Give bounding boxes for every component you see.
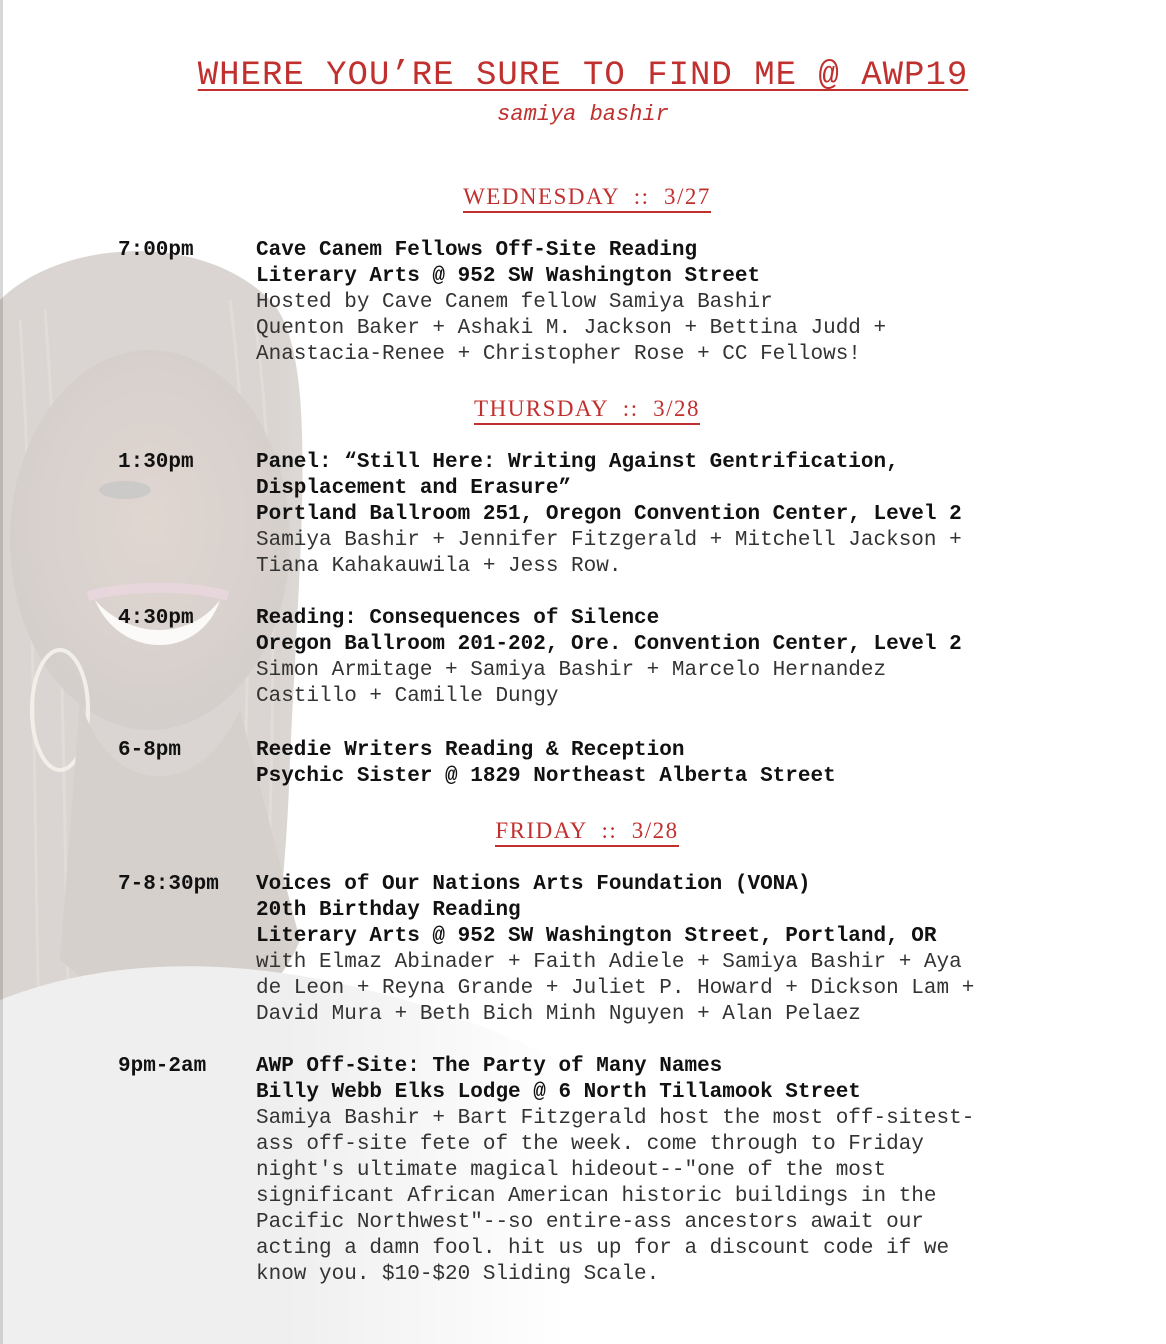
event-detail-line: Quenton Baker + Ashaki M. Jackson + Bettina Judd + [256,317,887,340]
event-details [256,1054,1056,1288]
day-header-wednesday [0,183,1166,211]
event-detail-line: Samiya Bashir + Jennifer Fitzgerald + Mitchell Jackson + [256,529,962,552]
event-venue: Psychic Sister @ 1829 Northeast Alberta Street [256,765,836,788]
day-label: THURSDAY :: 3/28 [474,396,700,425]
day-label: WEDNESDAY :: 3/27 [463,184,711,213]
event-detail-line: acting a damn fool. hit us up for a discount code if we [256,1237,950,1260]
event-details [256,606,1056,710]
event-detail-line: Pacific Northwest"--so entire-ass ancestors await our [256,1211,924,1234]
event-time: 9pm-2am [118,1055,207,1078]
event-detail-line: with Elmaz Abinader + Faith Adiele + Samiya Bashir + Aya [256,951,962,974]
event-detail-line: know you. $10-$20 Sliding Scale. [256,1263,660,1286]
day-label: FRIDAY :: 3/28 [495,818,678,847]
event-time: 6-8pm [118,739,182,762]
page-title [0,56,1166,96]
event-time: 4:30pm [118,607,194,630]
event-detail-line: significant African American historic buildings in the [256,1185,937,1208]
event-venue: Billy Webb Elks Lodge @ 6 North Tillamook Street [256,1081,861,1104]
day-header-friday [0,817,1166,845]
author-name: samiya bashir [497,102,669,127]
event-detail-line: ass off-site fete of the week. come through to Friday [256,1133,924,1156]
event-title: Reedie Writers Reading & Reception [256,739,685,762]
event-detail-line: Hosted by Cave Canem fellow Samiya Bashir [256,291,773,314]
event-detail-line: Samiya Bashir + Bart Fitzgerald host the most off-sitest- [256,1107,975,1130]
event-detail-line: night's ultimate magical hideout--"one of the most [256,1159,887,1182]
event-title: AWP Off-Site: The Party of Many Names [256,1055,723,1078]
event-venue: Literary Arts @ 952 SW Washington Street, Portland, OR [256,925,937,948]
event-detail-line: Castillo + Camille Dungy [256,685,559,708]
event-detail-line: de Leon + Reyna Grande + Juliet P. Howard + Dickson Lam + [256,977,975,1000]
event-title: Cave Canem Fellows Off-Site Reading [256,239,698,262]
event-details [256,450,1056,580]
event-venue: Portland Ballroom 251, Oregon Convention Center, Level 2 [256,503,962,526]
day-header-thursday [0,395,1166,423]
event-title-continued: Displacement and Erasure” [256,477,572,500]
event-detail-line: Simon Armitage + Samiya Bashir + Marcelo Hernandez [256,659,887,682]
event-time: 7:00pm [118,239,194,262]
event-time: 1:30pm [118,451,194,474]
event-title: Voices of Our Nations Arts Foundation (VONA) [256,873,811,896]
event-venue: Oregon Ballroom 201-202, Ore. Convention Center, Level 2 [256,633,962,656]
event-detail-line: Tiana Kahakauwila + Jess Row. [256,555,622,578]
event-detail-line: Anastacia-Renee + Christopher Rose + CC Fellows! [256,343,861,366]
event-time: 7-8:30pm [118,873,219,896]
event-detail-line: David Mura + Beth Bich Minh Nguyen + Alan Pelaez [256,1003,861,1026]
event-details [256,238,1056,368]
event-title: Panel: “Still Here: Writing Against Gentrification, [256,451,899,474]
event-title-continued: 20th Birthday Reading [256,899,521,922]
event-title: Reading: Consequences of Silence [256,607,660,630]
event-details [256,738,1056,790]
event-details [256,872,1056,1028]
event-venue: Literary Arts @ 952 SW Washington Street [256,265,761,288]
page-title-text: WHERE YOU’RE SURE TO FIND ME @ AWP19 [197,57,969,95]
